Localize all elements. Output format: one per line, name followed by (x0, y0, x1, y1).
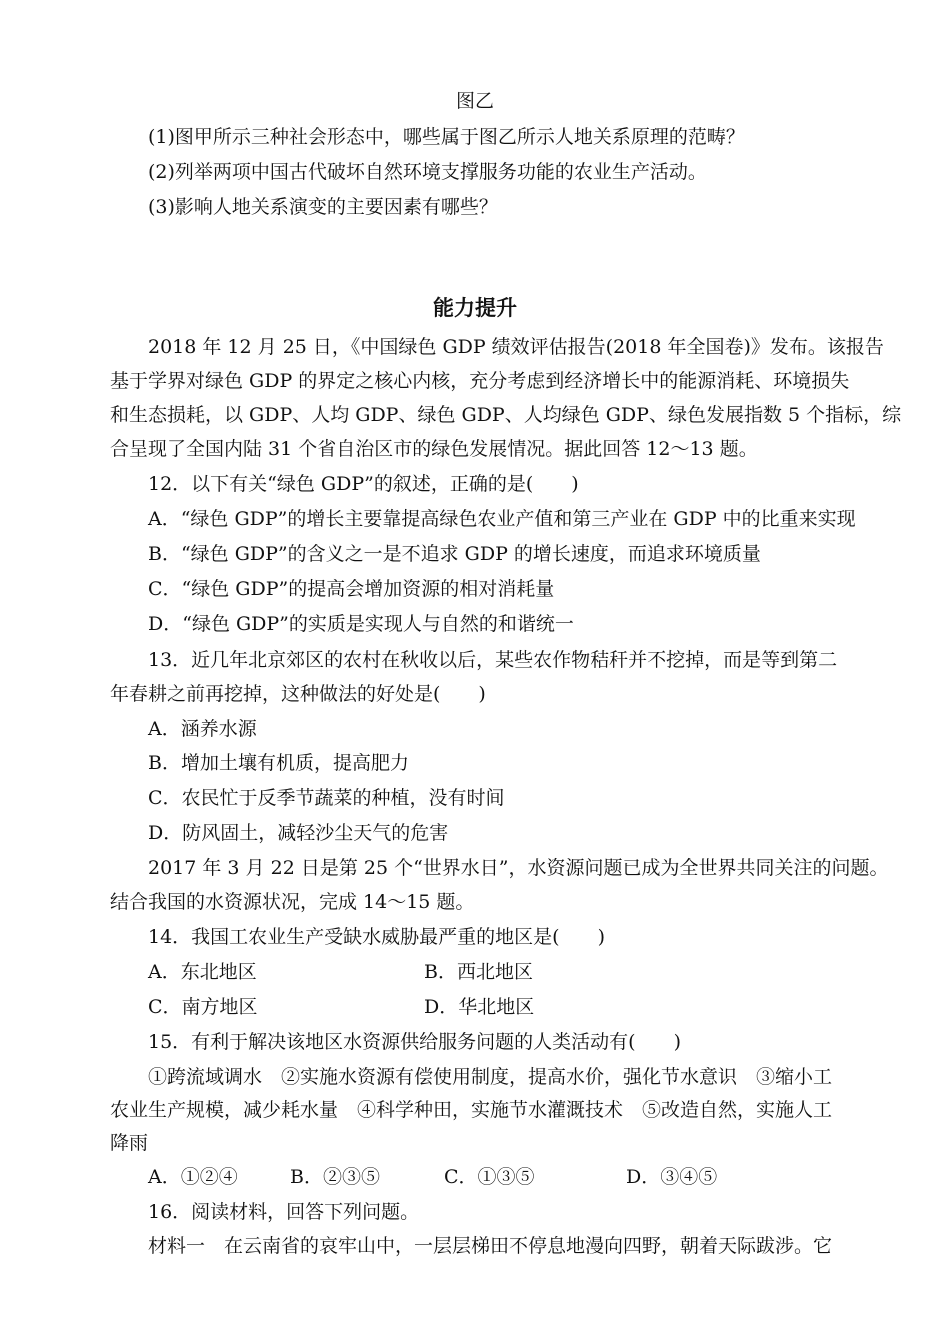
q13-option-c: C．农民忙于反季节蔬菜的种植，没有时间 (148, 787, 505, 809)
q14-option-a: A．东北地区 (148, 961, 257, 983)
question-2: (2)列举两项中国古代破坏自然环境支撑服务功能的农业生产活动。 (148, 161, 707, 183)
q15-stem: 15．有利于解决该地区水资源供给服务问题的人类活动有( ) (148, 1031, 682, 1053)
q13-option-a: A．涵养水源 (148, 718, 257, 740)
passage2-line: 2017 年 3 月 22 日是第 25 个“世界水日”，水资源问题已成为全世界共同关注的问题。 (148, 857, 889, 879)
figure-caption: 图乙 (455, 90, 494, 112)
q15-option-b: B．②③⑤ (290, 1166, 380, 1188)
q12-stem: 12．以下有关“绿色 GDP”的叙述，正确的是( ) (148, 473, 579, 495)
q14-option-c: C．南方地区 (148, 996, 258, 1018)
question-3: (3)影响人地关系演变的主要因素有哪些？ (148, 196, 498, 218)
q14-option-b: B．西北地区 (424, 961, 533, 983)
passage2-line: 结合我国的水资源状况，完成 14～15 题。 (110, 891, 475, 913)
q15-items-cont: 农业生产规模，减少耗水量 ④科学种田，实施节水灌溉技术 ⑤改造自然，实施人工 (110, 1099, 833, 1121)
q13-stem: 13．近几年北京郊区的农村在秋收以后，某些农作物秸秆并不挖掉，而是等到第二 (148, 649, 838, 671)
q14-option-d: D．华北地区 (424, 996, 535, 1018)
q16-stem: 16．阅读材料，回答下列问题。 (148, 1201, 420, 1223)
q15-items-cont: 降雨 (110, 1132, 149, 1154)
q12-option-b: B．“绿色 GDP”的含义之一是不追求 GDP 的增长速度，而追求环境质量 (148, 543, 761, 565)
passage1-line: 2018 年 12 月 25 日，《中国绿色 GDP 绩效评估报告(2018 年全国卷)》发布。该报告 (148, 336, 884, 358)
q14-stem: 14．我国工农业生产受缺水威胁最严重的地区是( ) (148, 926, 606, 948)
q16-material1: 材料一 在云南省的哀牢山中，一层层梯田不停息地漫向四野，朝着天际跋涉。它 (148, 1235, 833, 1257)
q12-option-a: A．“绿色 GDP”的增长主要靠提高绿色农业产值和第三产业在 GDP 中的比重来实现 (148, 508, 856, 530)
q12-option-c: C．“绿色 GDP”的提高会增加资源的相对消耗量 (148, 578, 555, 600)
passage1-line: 基于学界对绿色 GDP 的界定之核心内核，充分考虑到经济增长中的能源消耗、环境损失 (110, 370, 850, 392)
section-title: 能力提升 (433, 296, 517, 320)
q15-option-c: C．①③⑤ (444, 1166, 535, 1188)
q13-stem-cont: 年春耕之前再挖掉，这种做法的好处是( ) (110, 683, 486, 705)
q15-option-d: D．③④⑤ (626, 1166, 718, 1188)
q12-option-d: D．“绿色 GDP”的实质是实现人与自然的和谐统一 (148, 613, 574, 635)
question-1: (1)图甲所示三种社会形态中，哪些属于图乙所示人地关系原理的范畴？ (148, 126, 745, 148)
passage1-line: 合呈现了全国内陆 31 个省自治区市的绿色发展情况。据此回答 12～13 题。 (110, 438, 758, 460)
q13-option-b: B．增加土壤有机质，提高肥力 (148, 752, 409, 774)
q13-option-d: D．防风固土，减轻沙尘天气的危害 (148, 822, 449, 844)
q15-items: ①跨流域调水 ②实施水资源有偿使用制度，提高水价，强化节水意识 ③缩小工 (148, 1066, 833, 1088)
q15-option-a: A．①②④ (148, 1166, 238, 1188)
passage1-line: 和生态损耗，以 GDP、人均 GDP、绿色 GDP、人均绿色 GDP、绿色发展指数 5 个指标，综 (110, 404, 902, 426)
